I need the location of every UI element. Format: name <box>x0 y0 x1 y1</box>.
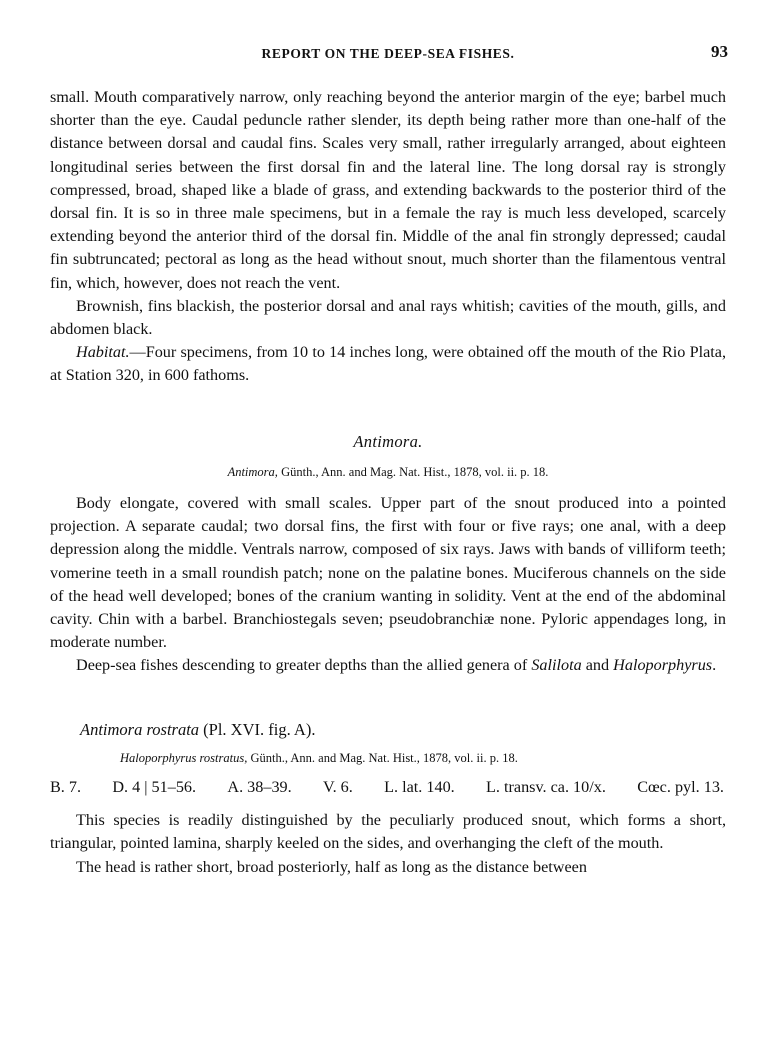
species-reference-text: Günth., Ann. and Mag. Nat. Hist., 1878, vol. ii. p. 18. <box>247 750 518 765</box>
habitat-text: —Four specimens, from 10 to 14 inches long, were obtained off the mouth of the Rio Plata, at Station 320, in 600 fathoms. <box>50 343 726 385</box>
paragraph-genus-comparison <box>50 654 726 677</box>
running-head <box>50 42 726 66</box>
genus-reference-text: Günth., Ann. and Mag. Nat. Hist., 1878, vol. ii. p. 18. <box>277 464 549 479</box>
genus-reference-name: Antimora, <box>227 464 278 479</box>
comparison-end: . <box>712 656 717 675</box>
formula-branchiostegals: B. 7. <box>50 778 82 797</box>
genus-heading: Antimora. <box>353 431 423 451</box>
formula-anal: A. 38–39. <box>227 778 292 797</box>
species-name: Antimora rostrata <box>80 719 200 739</box>
comparison-and: and <box>581 656 614 675</box>
paragraph-description-continued: small. Mouth comparatively narrow, only reaching beyond the anterior margin of the eye; barbel much shorter than the eye. Caudal peduncle rather slender, its depth being rather more than one-half of the distance between dorsal and caudal fins. Scales very small, rather irregularly arranged, about eighteen longitudinal series between the first dorsal fin and the lateral line. The long dorsal ray is strongly compressed, broad, shaped like a blade of grass, and extending backwards to the posterior third of the dorsal fin. It is so in three male specimens, but in a female the ray is much less developed, scarcely extending beyond the anterior third of the dorsal fin. Middle of the anal fin strongly depressed; caudal fin subtruncated; pectoral as long as the head without snout, much shorter than the filamentous ventral fin, which, however, does not reach the vent. <box>50 88 726 292</box>
comparison-start: Deep-sea fishes descending to greater depths than the allied genera of <box>76 656 532 675</box>
paragraph-genus-description: Body elongate, covered with small scales. Upper part of the snout produced into a pointed projection. A separate caudal; two dorsal fins, the first with four or five rays; one anal, with a deep depression along the middle. Ventrals narrow, composed of six rays. Jaws with bands of villiform teeth; vomerine teeth in a small roundish patch; none on the palatine bones. Muciferous channels on the side of the head well developed; bones of the cranium wanting in solidity. Vent at the end of the abdominal cavity. Chin with a barbel. Branchiostegals seven; pseudobranchiæ none. Pyloric appendages long, in moderate number. <box>50 494 726 652</box>
species-plate: (Pl. XVI. fig. A). <box>199 719 316 739</box>
fin-formula <box>50 776 726 799</box>
genus-reference <box>50 461 726 484</box>
paragraph-species-snout: This species is readily distinguished by the peculiarly produced snout, which forms a short, triangular, pointed lamina, sharply keeled on the sides, and overhanging the cleft of the mouth. <box>50 811 726 853</box>
species-reference <box>50 747 726 770</box>
paragraph-coloration: Brownish, fins blackish, the posterior dorsal and anal rays whitish; cavities of the mouth, gills, and abdomen black. <box>50 296 726 339</box>
formula-transverse: L. transv. ca. 10/x. <box>486 778 606 797</box>
species-heading <box>50 718 726 741</box>
page-number: 93 <box>711 42 728 61</box>
habitat-label: Habitat. <box>76 343 130 362</box>
formula-dorsal: D. 4 | 51–56. <box>112 778 197 797</box>
species-reference-name: Haloporphyrus rostratus, <box>120 750 248 765</box>
formula-lateral-line: L. lat. 140. <box>384 778 455 797</box>
body-text <box>50 86 726 879</box>
formula-pyloric: Cœc. pyl. 13. <box>637 778 724 797</box>
running-title: REPORT ON THE DEEP-SEA FISHES. <box>261 46 515 61</box>
paragraph-habitat <box>50 341 726 387</box>
paragraph-species-head: The head is rather short, broad posteriorly, half as long as the distance between <box>76 857 587 876</box>
formula-ventral: V. 6. <box>322 778 353 797</box>
genus-salilota: Salilota <box>531 656 582 675</box>
genus-haloporphyrus: Haloporphyrus <box>613 656 713 675</box>
